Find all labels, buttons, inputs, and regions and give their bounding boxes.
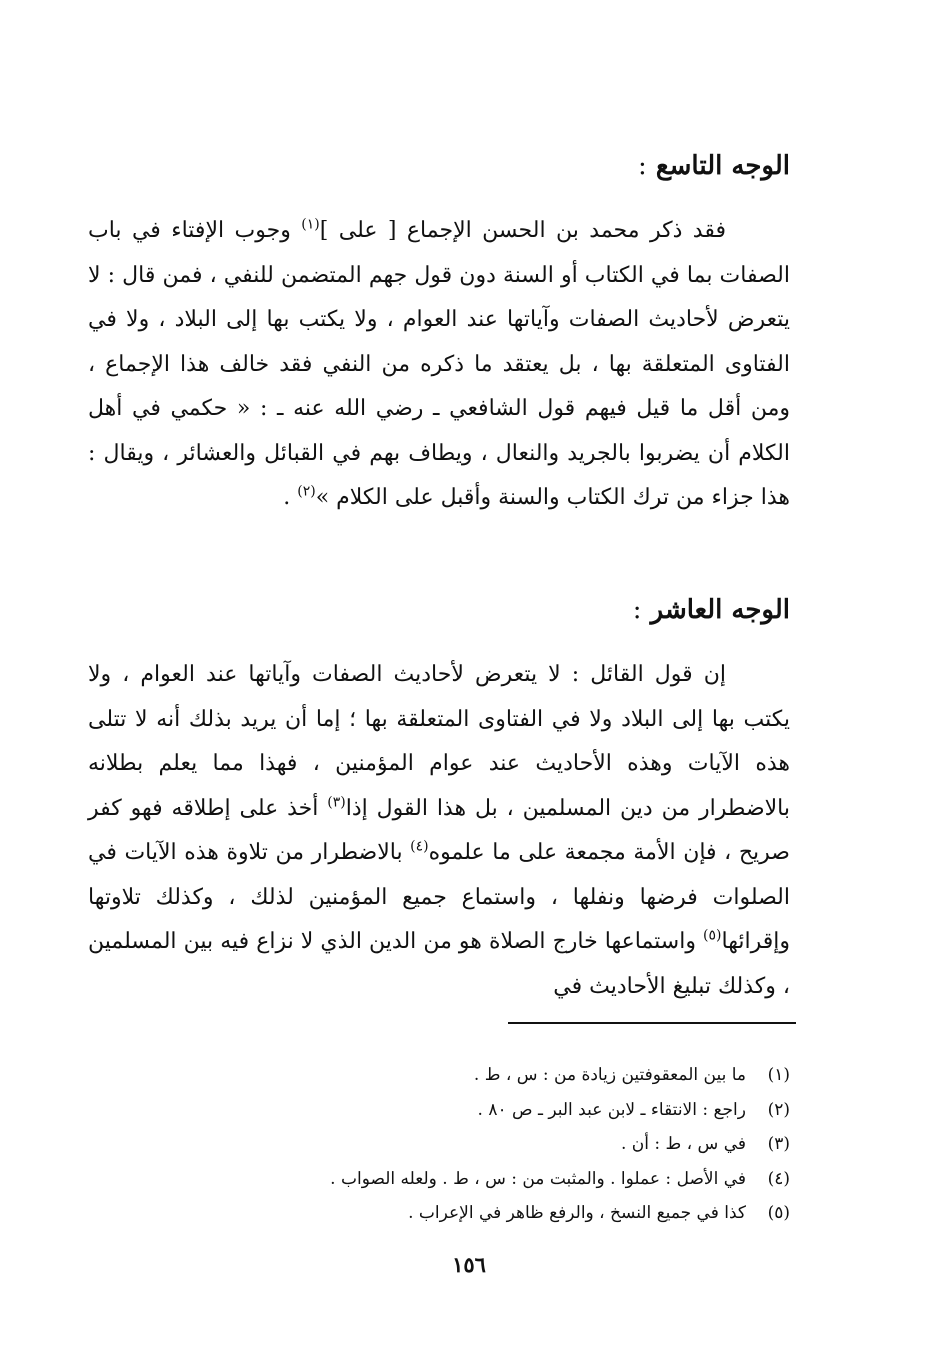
footnote-ref-3: (٣)	[327, 794, 346, 811]
footnote-item	[170, 1127, 790, 1162]
footnote-ref-4: (٤)	[410, 838, 429, 855]
p2-text-b: أخذ على إطلاقه فهو كفر صريح ، فإن الأمة مجمعة على ما علموه	[88, 795, 790, 865]
heading-text: الوجه العاشر	[650, 595, 790, 625]
paragraph-tenth-block	[88, 653, 790, 1009]
heading-colon: :	[637, 151, 647, 181]
footnote-text: كذا في جميع النسخ ، والرفع ظاهر في الإعراب .	[408, 1203, 746, 1223]
p1-text-c: .	[283, 485, 298, 510]
footnote-number: (٥)	[767, 1203, 790, 1223]
footnote-item	[170, 1093, 790, 1128]
footnote-item	[170, 1196, 790, 1231]
section-heading-ninth	[290, 146, 790, 186]
p2-text-c: بالاضطرار من تلاوة هذه الآيات في الصلوات فرضها ونفلها ، واستماع جميع المؤمنين لذلك ، وكذلك تلاوتها وإقرائها	[88, 840, 790, 954]
footnote-item	[170, 1162, 790, 1197]
p1-text-b: وجوب الإفتاء في باب الصفات بما في الكتاب أو السنة دون قول جهم المتضمن للنفي ، فمن قال : لا يتعرض لأحاديث الصفات وآياتها عند العوام ، ولا يكتب بها إلى البلاد ، ولا في الفتاوى المتعلقة بها ، بل يعتقد ما ذكره من النفي فقد خالف هذا الإجماع ، ومن أقل ما قيل فيهم قول الشافعي ـ رضي الله عنه ـ : « حكمي في أهل الكلام أن يضربوا بالجريد والنعال ، ويطاف بهم في القبائل والعشائر ، ويقال : هذا جزاء من ترك الكتاب والسنة وأقبل على الكلام »	[88, 218, 790, 510]
p2-text-a: إن قول القائل : لا يتعرض لأحاديث الصفات وآياتها عند العوام ، ولا يكتب بها إلى البلاد ولا في الفتاوى المتعلقة بها ؛ إما أن يريد بذلك أنه لا تتلى هذه الآيات وهذه الأحاديث عند عوام المؤمنين ، فهذا مما يعلم بطلانه بالاضطرار من دين المسلمين ، بل هذا القول إذا	[88, 662, 790, 821]
paragraph-ninth-block	[88, 209, 790, 521]
section-heading-tenth	[290, 590, 790, 630]
footnote-text: ما بين المعقوفتين زيادة من : س ، ط .	[473, 1065, 746, 1085]
footnote-text: راجع : الانتقاء ـ لابن عبد البر ـ ص ٨٠ .	[477, 1099, 746, 1120]
footnote-text: في س ، ط : أن .	[620, 1134, 746, 1154]
p2-text-d: واستماعها خارج الصلاة هو من الدين الذي لا نزاع فيه بين المسلمين ، وكذلك تبليغ الأحاديث في	[88, 929, 790, 999]
footnote-number: (٢)	[767, 1099, 790, 1120]
p1-text-a: فقد ذكر محمد بن الحسن الإجماع [ على ]	[319, 218, 726, 243]
footnote-ref-2: (٢)	[297, 483, 316, 500]
footnotes	[170, 1058, 790, 1231]
page-number: ١٥٦	[452, 1252, 486, 1277]
footnote-ref-1: (١)	[301, 216, 320, 233]
paragraph-ninth	[88, 209, 790, 521]
paragraph-tenth	[88, 653, 790, 1009]
footnote-text: في الأصل : عملوا . والمثبت من : س ، ط . ولعله الصواب .	[330, 1168, 746, 1189]
footnote-ref-5: (٥)	[703, 927, 722, 944]
footnote-number: (٤)	[767, 1168, 790, 1189]
footnote-number: (٣)	[767, 1134, 790, 1154]
footnote-number: (١)	[767, 1065, 790, 1085]
heading-colon: :	[632, 595, 642, 625]
footnote-separator	[508, 1022, 796, 1024]
footnote-item	[170, 1058, 790, 1093]
heading-text: الوجه التاسع	[655, 151, 790, 181]
